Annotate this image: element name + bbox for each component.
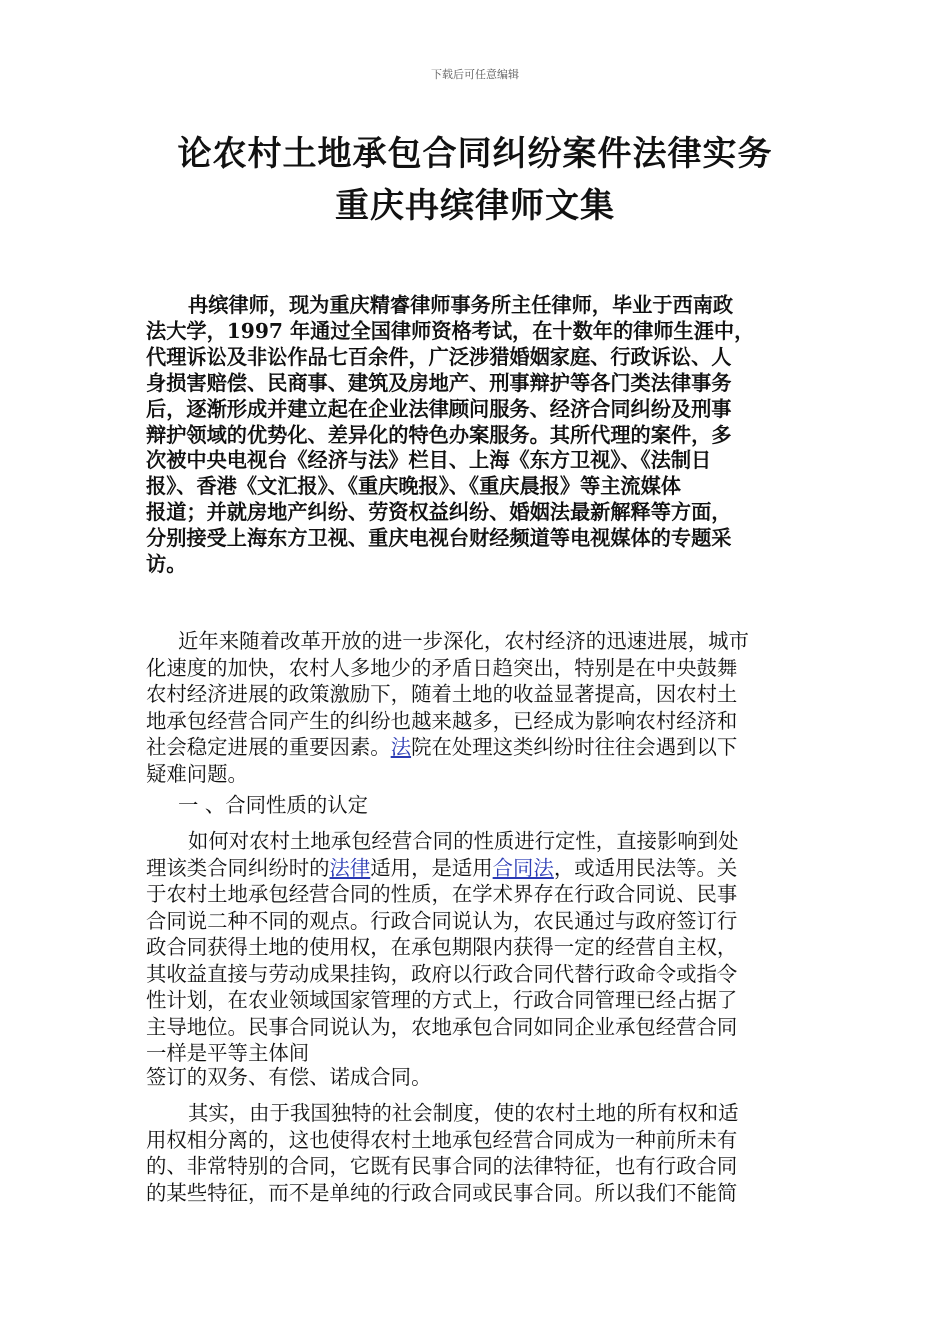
bio-line: 次被中央电视台《经济与法》栏目、上海《东方卫视》、《法制日	[146, 448, 712, 473]
paragraph-line: 如何对农村土地承包经营合同的性质进行定性，直接影响到处	[188, 829, 739, 853]
paragraph-line: 政合同获得土地的使用权，在承包期限内获得一定的经营自主权，	[146, 935, 738, 959]
bio-line: 法大学，1997 年通过全国律师资格考试，在十数年的律师生涯中，	[146, 318, 755, 343]
paragraph-intro	[146, 628, 804, 787]
bio-line: 代理诉讼及非讼作品七百余件，广泛涉猎婚姻家庭、行政诉讼、人	[146, 344, 732, 369]
paragraph-line: 签订的双务、有偿、诺成合同。	[146, 1065, 432, 1089]
document-subtitle: 重庆冉缤律师文集	[335, 186, 615, 226]
header-note: 下载后可任意编辑	[431, 68, 519, 81]
paragraph-contract-nature	[146, 828, 804, 1067]
author-bio	[146, 293, 800, 578]
bio-line: 报道；并就房地产纠纷、劳资权益纠纷、婚姻法最新解释等方面，	[146, 500, 732, 525]
bio-line: 身损害赔偿、民商事、建筑及房地产、刑事辩护等各门类法律事务	[146, 370, 732, 395]
paragraph-line: 其收益直接与劳动成果挂钩，政府以行政合同代替行政命令或指令	[146, 961, 738, 986]
paragraph-line: 一样是平等主体间	[146, 1041, 310, 1065]
bio-line: 报》、香港《文汇报》、《重庆晚报》、《重庆晨报》等主流媒体	[146, 474, 681, 499]
fa-link[interactable]: 法	[390, 735, 412, 759]
bio-line: 冉缤律师，现为重庆精睿律师事务所主任律师，毕业于西南政	[188, 293, 734, 317]
paragraph-line: 其实，由于我国独特的社会制度，使的农村土地的所有权和适	[188, 1101, 739, 1125]
paragraph-line	[146, 734, 804, 761]
document-title: 论农村土地承包合同纠纷案件法律实务	[177, 134, 773, 174]
law-link[interactable]: 法律	[329, 855, 371, 880]
paragraph-line: 用权相分离的，这也使得农村土地承包经营合同成为一种前所未有	[146, 1127, 738, 1152]
paragraph-line: 化速度的加快，农村人多地少的矛盾日趋突出，特别是在中央鼓舞	[146, 655, 738, 680]
paragraph-line: 合同说二种不同的观点。行政合同说认为，农民通过与政府签订行	[146, 908, 738, 933]
text-segment: 院在处理这类纠纷时往往会遇到以下	[411, 735, 738, 759]
contract-law-link[interactable]: 合同法	[492, 855, 554, 880]
paragraph-line: 疑难问题。	[146, 761, 248, 786]
text-segment: 适用，是适用	[370, 855, 493, 880]
text-segment: ，或适用民法等。关	[553, 855, 738, 880]
paragraph-line: 的某些特征，而不是单纯的行政合同或民事合同。所以我们不能简	[146, 1180, 738, 1205]
text-segment: 理该类合同纠纷时的	[146, 855, 330, 880]
paragraph-line: 农村经济进展的政策激励下，随着土地的收益显著提高，因农村土	[146, 682, 738, 706]
paragraph-line: 主导地位。民事合同说认为，农地承包合同如同企业承包经营合同	[146, 1014, 738, 1039]
paragraph-line: 近年来随着改革开放的进一步深化，农村经济的迅速进展，城市	[178, 629, 749, 653]
section-heading	[146, 792, 804, 819]
paragraph-analysis	[146, 1100, 804, 1206]
bio-line: 后，逐渐形成并建立起在企业法律顾问服务、经济合同纠纷及刑事	[146, 396, 732, 421]
text-segment: 社会稳定进展的重要因素。	[146, 735, 391, 759]
bio-line: 辩护领域的优势化、差异化的特色办案服务。其所代理的案件，多	[146, 422, 732, 447]
section-heading-text: 一 、合同性质的认定	[178, 793, 368, 817]
paragraph-continuation	[146, 1064, 804, 1091]
paragraph-line: 于农村土地承包经营合同的性质，在学术界存在行政合同说、民事	[146, 882, 738, 906]
paragraph-line: 性计划，在农业领域国家管理的方式上，行政合同管理已经占据了	[146, 988, 738, 1012]
paragraph-line: 地承包经营合同产生的纠纷也越来越多，已经成为影响农村经济和	[146, 708, 738, 733]
bio-line: 分别接受上海东方卫视、重庆电视台财经频道等电视媒体的专题采	[146, 526, 732, 551]
paragraph-line	[146, 855, 804, 882]
bio-line: 访。	[146, 552, 187, 577]
paragraph-line: 的、非常特别的合同，它既有民事合同的法律特征，也有行政合同	[146, 1154, 738, 1178]
